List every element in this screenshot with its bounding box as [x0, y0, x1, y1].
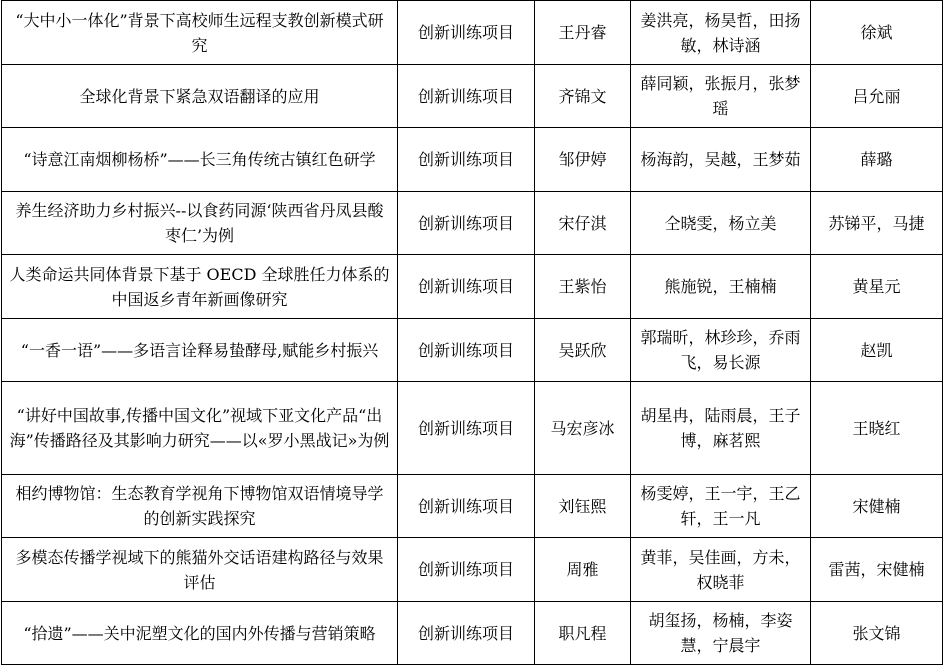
project-title-cell: 人类命运共同体背景下基于 OECD 全球胜任力体系的中国返乡青年新画像研究	[2, 255, 398, 319]
project-title-cell: “讲好中国故事,传播中国文化”视域下亚文化产品“出海”传播路径及其影响力研究——以«罗小黑战记»为例	[2, 382, 398, 475]
table-row	[2, 1, 943, 65]
project-leader-cell: 王丹睿	[535, 1, 631, 65]
project-title-cell: 相约博物馆：生态教育学视角下博物馆双语情境导学的创新实践探究	[2, 475, 398, 538]
project-leader-cell: 职凡程	[535, 602, 631, 665]
project-members-cell: 胡玺扬，杨楠，李姿慧，宁晨宇	[631, 602, 811, 665]
table-row	[2, 128, 943, 192]
project-members-cell: 杨雯婷，王一宇，王乙轩，王一凡	[631, 475, 811, 538]
project-type-cell: 创新训练项目	[398, 319, 535, 382]
project-type-cell: 创新训练项目	[398, 128, 535, 192]
table-row	[2, 538, 943, 602]
project-advisor-cell: 徐斌	[811, 1, 943, 65]
project-advisor-cell: 雷茜，宋健楠	[811, 538, 943, 602]
project-type-cell: 创新训练项目	[398, 538, 535, 602]
project-advisor-cell: 黄星元	[811, 255, 943, 319]
project-members-cell: 熊施锐，王楠楠	[631, 255, 811, 319]
project-advisor-cell: 张文锦	[811, 602, 943, 665]
project-title-cell: 多模态传播学视域下的熊猫外交话语建构路径与效果评估	[2, 538, 398, 602]
project-type-cell: 创新训练项目	[398, 192, 535, 255]
project-advisor-cell: 苏锑平，马捷	[811, 192, 943, 255]
project-leader-cell: 齐锦文	[535, 65, 631, 128]
project-type-cell: 创新训练项目	[398, 1, 535, 65]
project-members-cell: 杨海韵，吴越，王梦茹	[631, 128, 811, 192]
table-row	[2, 475, 943, 538]
project-members-cell: 胡星冉，陆雨晨，王子博，麻茗熙	[631, 382, 811, 475]
table-row	[2, 192, 943, 255]
project-advisor-cell: 吕允丽	[811, 65, 943, 128]
project-title-cell: “拾遗”——关中泥塑文化的国内外传播与营销策略	[2, 602, 398, 665]
project-title-cell: “诗意江南烟柳杨桥”——长三角传统古镇红色研学	[2, 128, 398, 192]
project-advisor-cell: 王晓红	[811, 382, 943, 475]
table-row	[2, 65, 943, 128]
project-type-cell: 创新训练项目	[398, 382, 535, 475]
table-row	[2, 602, 943, 665]
project-leader-cell: 邹伊婷	[535, 128, 631, 192]
project-advisor-cell: 赵凯	[811, 319, 943, 382]
project-members-cell: 姜洪亮，杨昊哲，田扬敏，林诗涵	[631, 1, 811, 65]
project-leader-cell: 马宏彦冰	[535, 382, 631, 475]
project-type-cell: 创新训练项目	[398, 255, 535, 319]
project-leader-cell: 王紫怡	[535, 255, 631, 319]
project-leader-cell: 宋仔淇	[535, 192, 631, 255]
project-advisor-cell: 宋健楠	[811, 475, 943, 538]
project-leader-cell: 吴跃欣	[535, 319, 631, 382]
project-leader-cell: 周雅	[535, 538, 631, 602]
project-type-cell: 创新训练项目	[398, 602, 535, 665]
project-title-cell: “大中小一体化”背景下高校师生远程支教创新模式研究	[2, 1, 398, 65]
table-row	[2, 319, 943, 382]
project-title-cell: 全球化背景下紧急双语翻译的应用	[2, 65, 398, 128]
project-members-cell: 黄菲，吴佳画，方未，权晓菲	[631, 538, 811, 602]
project-type-cell: 创新训练项目	[398, 65, 535, 128]
project-leader-cell: 刘钰熙	[535, 475, 631, 538]
projects-table	[1, 0, 943, 665]
project-members-cell: 仝晓雯，杨立美	[631, 192, 811, 255]
project-members-cell: 郭瑞昕，林珍珍，乔雨飞，易长源	[631, 319, 811, 382]
project-title-cell: 养生经济助力乡村振兴--以食药同源‘陕西省丹凤县酸枣仁’为例	[2, 192, 398, 255]
project-type-cell: 创新训练项目	[398, 475, 535, 538]
project-advisor-cell: 薛璐	[811, 128, 943, 192]
project-title-cell: “一香一语”——多语言诠释易蛰酵母,赋能乡村振兴	[2, 319, 398, 382]
table-row	[2, 255, 943, 319]
project-members-cell: 薛同颖，张振月，张梦瑶	[631, 65, 811, 128]
table-row	[2, 382, 943, 475]
